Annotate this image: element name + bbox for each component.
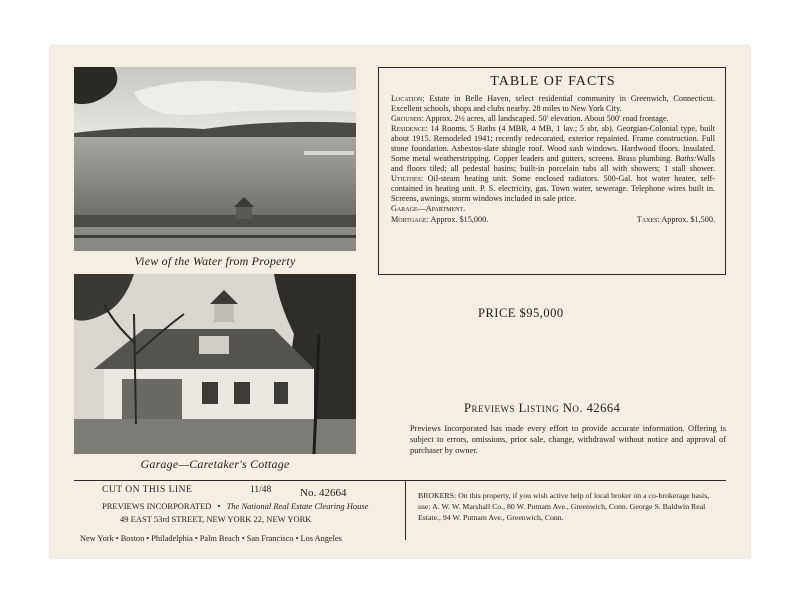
mortgage-info	[391, 215, 488, 225]
taxes-text: Approx. $1,500.	[661, 215, 715, 224]
residence-label: Residence:	[391, 124, 428, 133]
company-line	[102, 501, 368, 511]
taxes-info	[637, 215, 715, 225]
brokers-text-3: W. Putnam Ave., Greenwich, Conn.	[452, 513, 564, 522]
location-label: Location:	[391, 94, 425, 103]
grounds-text: Approx. 2½ acres, all landscaped. 50′ elevation. About 500′ road frontage.	[425, 114, 669, 123]
utilities-text: Oil-steam heating unit. Some enclosed radiators. 500-Gal. hot water heater, self-contained in heating unit. P. S. electricity, gas. Town water, sewerage. Telephone wires built in. Screens, awnings, storm windows included in sale price.	[391, 174, 715, 203]
mortgage-text: Approx. $15,000.	[430, 215, 489, 224]
facts-location	[391, 94, 715, 114]
cities-list: New York • Boston • Philadelphia • Palm Beach • San Francisco • Los Angeles	[80, 534, 342, 543]
company-address: 49 EAST 53rd STREET, NEW YORK 22, NEW YORK	[120, 514, 312, 524]
utilities-label: Utilities:	[391, 174, 424, 183]
garage-label: Garage	[391, 204, 418, 213]
baths-label: Baths:	[675, 154, 697, 163]
grounds-label: Grounds:	[391, 114, 424, 123]
facts-grounds	[391, 114, 715, 124]
water-view-photo	[74, 67, 356, 251]
company-tagline: The National Real Estate Clearing House	[226, 501, 369, 511]
brokers-label: BROKERS:	[418, 491, 457, 500]
date-code: 11/48	[250, 485, 272, 495]
facts-residence	[391, 124, 715, 204]
listing-number: Previews Listing No. 42664	[464, 401, 621, 415]
location-text: Estate in Belle Haven, select residential community in Greenwich, Connecticut. Excellent schools, shops and clubs nearby. 28 miles to New York City.	[391, 94, 715, 113]
footer-divider	[405, 480, 406, 540]
cottage-photo	[74, 274, 356, 454]
water-photo-caption: View of the Water from Property	[134, 254, 296, 268]
garage-text: —Apartment.	[417, 204, 466, 213]
listing-sheet	[50, 46, 750, 558]
taxes-label: Taxes:	[636, 215, 660, 224]
disclaimer: Previews Incorporated has made every effort to provide accurate information. Offering is subject to errors, omissions, prior sale, change, withdrawal without notice and approval of purchaser by owner.	[410, 424, 726, 455]
cottage-photo-caption: Garage—Caretaker's Cottage	[140, 457, 290, 471]
table-of-facts	[378, 67, 726, 275]
facts-garage	[391, 204, 715, 214]
company-name: PREVIEWS INCORPORATED	[102, 501, 212, 511]
brokers-note	[418, 490, 723, 523]
bullet-separator: •	[217, 501, 221, 511]
facts-title: TABLE OF FACTS	[490, 74, 616, 89]
brokers-text-1: On this property, if you wish active help of local broker on a co-brokerage basis, use: A. W. W. Marshall Co., 80 W. Putnam	[418, 491, 710, 511]
footer-number: No. 42664	[300, 487, 347, 499]
facts-mortgage-taxes	[391, 215, 715, 225]
cut-line-label: CUT ON THIS LINE	[102, 485, 193, 495]
mortgage-label: Mortgage:	[391, 215, 429, 224]
baths-text: Walls and floors tiled; all pedestal basins; built-in porcelain tubs all with showers; 1 stall shower.	[391, 154, 715, 173]
price: PRICE $95,000	[478, 306, 564, 320]
cut-line-divider	[74, 480, 726, 481]
brokers-text-2: Ave., Greenwich, Conn. George S. Baldwin Real Estate., 94	[418, 502, 706, 522]
residence-text: 14 Rooms, 5 Baths (4 MBR, 4 MB, 1 lav.; 5 sbr, sb). Georgian-Colonial type, built about 1915. Remodeled 1941; recently redecorated, exterior repainted. Frame construction. Full stone foundation. Asbestos-slate shingle roof. Wood sash windows. Hardwood floors. Insulated. Some metal weatherstripping. Copper leaders and gutters, screens. Brass plumbing.	[391, 124, 715, 163]
